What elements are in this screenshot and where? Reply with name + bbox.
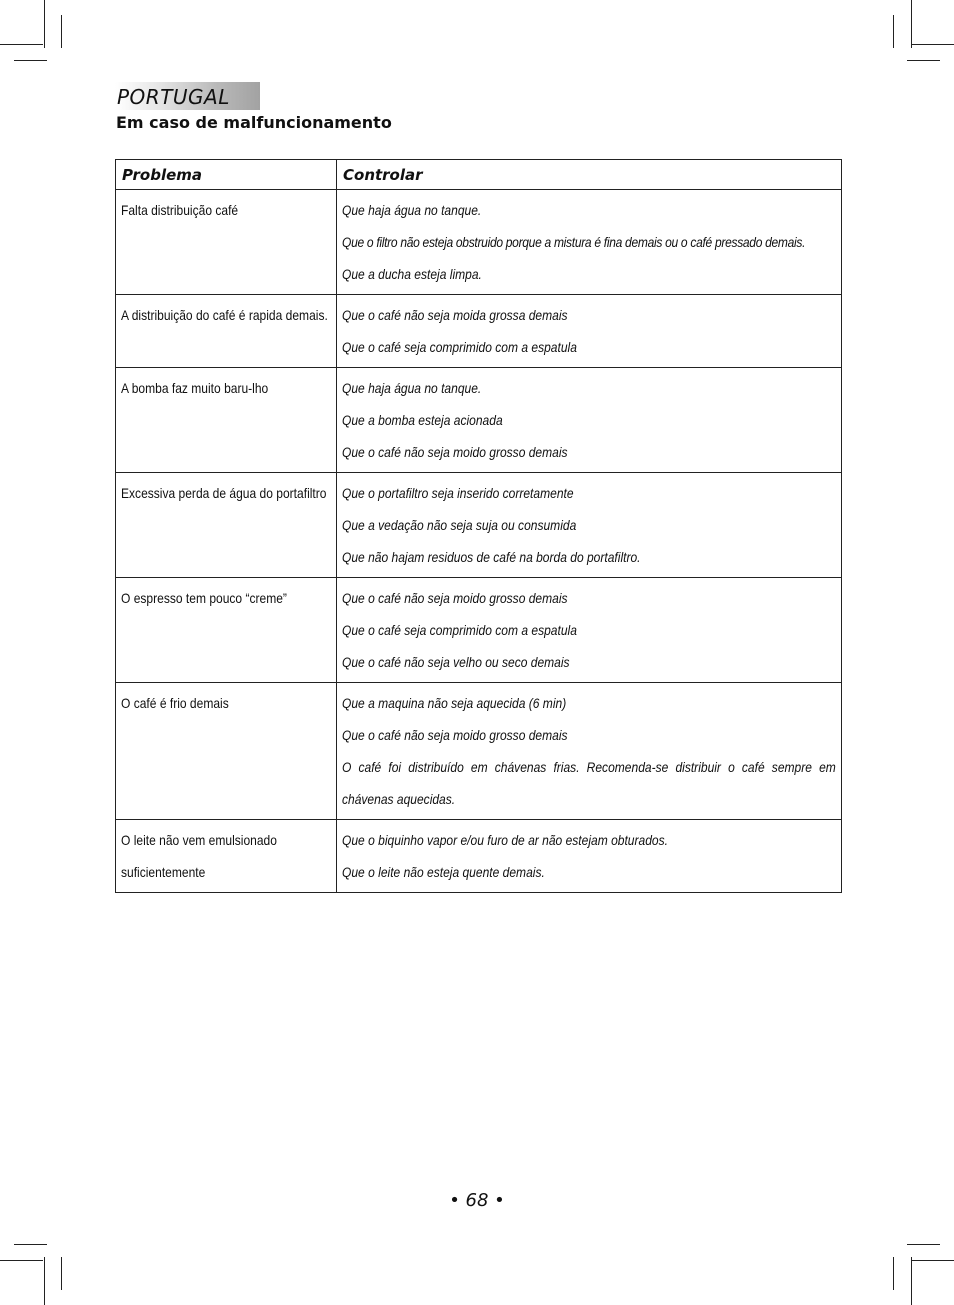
table-row xyxy=(116,473,842,578)
problem-cell xyxy=(116,473,337,578)
problem-cell xyxy=(116,683,337,820)
crop-mark xyxy=(912,44,954,45)
check-cell xyxy=(337,473,842,578)
check-item: Que o portafiltro seja inserido corretamente xyxy=(342,485,574,501)
column-header-check: Controlar xyxy=(337,160,842,190)
crop-mark xyxy=(907,1244,940,1245)
check-item: O café foi distribuído em chávenas frias. Recomenda-se distribuir o café sempre em chávenas aquecidas. xyxy=(342,759,836,807)
crop-mark xyxy=(911,0,912,48)
language-tab-label: PORTUGAL xyxy=(117,85,230,109)
table-row xyxy=(116,368,842,473)
crop-mark xyxy=(44,1257,45,1305)
problem-text: A distribuição do café é rapida demais. xyxy=(121,307,328,323)
check-item: Que o leite não esteja quente demais. xyxy=(342,864,545,880)
table-row xyxy=(116,578,842,683)
check-item: Que a ducha esteja limpa. xyxy=(342,266,482,282)
check-cell xyxy=(337,368,842,473)
table-header-row xyxy=(116,160,842,190)
table-row xyxy=(116,190,842,295)
problem-text: Falta distribuição café xyxy=(121,202,239,218)
crop-mark xyxy=(0,1260,43,1261)
check-item: Que a bomba esteja acionada xyxy=(342,412,503,428)
crop-mark xyxy=(0,44,43,45)
check-item: Que o café seja comprimido com a espatula xyxy=(342,622,577,638)
problem-cell xyxy=(116,190,337,295)
problem-cell xyxy=(116,368,337,473)
crop-mark xyxy=(14,1244,47,1245)
check-cell xyxy=(337,190,842,295)
check-item: Que o café não seja moida grossa demais xyxy=(342,307,568,323)
section-title: Em caso de malfuncionamento xyxy=(116,113,392,132)
troubleshooting-table xyxy=(115,159,842,893)
check-item: Que o café não seja moido grosso demais xyxy=(342,444,568,460)
page-number: • 68 • xyxy=(449,1190,505,1211)
crop-mark xyxy=(61,1257,62,1290)
problem-text: Excessiva perda de água do portafiltro xyxy=(121,485,327,501)
table-row xyxy=(116,683,842,820)
check-item: Que o café não seja moido grosso demais xyxy=(342,727,568,743)
crop-mark xyxy=(44,0,45,48)
check-cell xyxy=(337,578,842,683)
crop-mark xyxy=(14,60,47,61)
check-item: Que não hajam residuos de café na borda do portafiltro. xyxy=(342,549,641,565)
problem-cell xyxy=(116,295,337,368)
check-item: Que haja água no tanque. xyxy=(342,380,482,396)
check-cell xyxy=(337,295,842,368)
problem-text: A bomba faz muito baru-lho xyxy=(121,380,269,396)
crop-mark xyxy=(893,1257,894,1290)
crop-mark xyxy=(911,1257,912,1305)
table-row xyxy=(116,295,842,368)
check-item: Que a maquina não seja aquecida (6 min) xyxy=(342,695,567,711)
check-cell xyxy=(337,820,842,893)
check-item: Que o café não seja velho ou seco demais xyxy=(342,654,570,670)
column-header-problem: Problema xyxy=(116,160,337,190)
check-item: Que o biquinho vapor e/ou furo de ar não estejam obturados. xyxy=(342,832,668,848)
check-item: Que o filtro não esteja obstruido porque a mistura é fina demais ou o café pressado demais. xyxy=(342,234,806,250)
problem-cell xyxy=(116,820,337,893)
check-item: Que o café não seja moido grosso demais xyxy=(342,590,568,606)
problem-cell xyxy=(116,578,337,683)
crop-mark xyxy=(61,15,62,48)
check-item: Que a vedação não seja suja ou consumida xyxy=(342,517,577,533)
crop-mark xyxy=(912,1260,954,1261)
problem-text: O leite não vem emulsionado suficientemente xyxy=(121,832,277,880)
table-row xyxy=(116,820,842,893)
check-item: Que o café seja comprimido com a espatula xyxy=(342,339,577,355)
crop-mark xyxy=(893,15,894,48)
problem-text: O espresso tem pouco “creme” xyxy=(121,590,287,606)
check-item: Que haja água no tanque. xyxy=(342,202,482,218)
problem-text: O café é frio demais xyxy=(121,695,229,711)
language-tab xyxy=(115,82,260,110)
check-cell xyxy=(337,683,842,820)
crop-mark xyxy=(907,60,940,61)
